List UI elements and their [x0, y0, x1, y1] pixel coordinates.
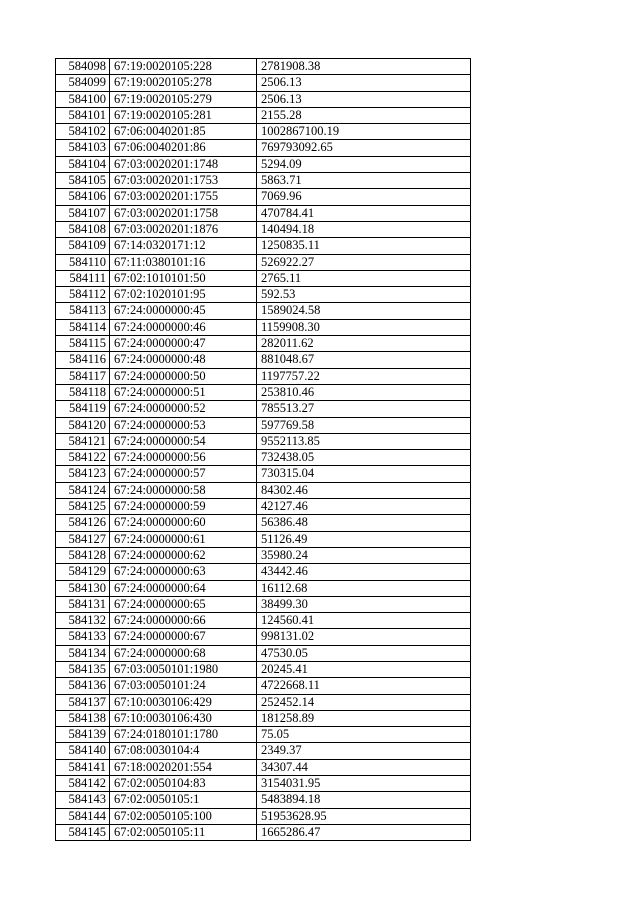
value-cell: 730315.04 [257, 466, 471, 482]
row-id-cell: 584140 [56, 743, 110, 759]
value-cell: 732438.05 [257, 450, 471, 466]
value-cell: 51126.49 [257, 531, 471, 547]
row-id-cell: 584098 [56, 59, 110, 75]
cadastral-code-cell: 67:03:0020201:1758 [110, 205, 257, 221]
table-row [56, 661, 471, 677]
value-cell: 2765.11 [257, 270, 471, 286]
table-row [56, 596, 471, 612]
cadastral-code-cell: 67:24:0000000:61 [110, 531, 257, 547]
row-id-cell: 584126 [56, 515, 110, 531]
row-id-cell: 584129 [56, 564, 110, 580]
table-row [56, 466, 471, 482]
table-row [56, 743, 471, 759]
row-id-cell: 584119 [56, 401, 110, 417]
value-cell: 1665286.47 [257, 824, 471, 840]
data-table [55, 58, 471, 841]
table-row [56, 776, 471, 792]
row-id-cell: 584102 [56, 124, 110, 140]
table-row [56, 433, 471, 449]
value-cell: 252452.14 [257, 694, 471, 710]
table-row [56, 531, 471, 547]
cadastral-code-cell: 67:24:0000000:59 [110, 499, 257, 515]
cadastral-code-cell: 67:24:0000000:58 [110, 482, 257, 498]
cadastral-code-cell: 67:24:0000000:57 [110, 466, 257, 482]
row-id-cell: 584132 [56, 613, 110, 629]
row-id-cell: 584116 [56, 352, 110, 368]
cadastral-code-cell: 67:24:0000000:68 [110, 645, 257, 661]
value-cell: 43442.46 [257, 564, 471, 580]
table-row [56, 564, 471, 580]
row-id-cell: 584113 [56, 303, 110, 319]
value-cell: 181258.89 [257, 710, 471, 726]
value-cell: 9552113.85 [257, 433, 471, 449]
row-id-cell: 584110 [56, 254, 110, 270]
table-row [56, 270, 471, 286]
table-row [56, 336, 471, 352]
row-id-cell: 584121 [56, 433, 110, 449]
row-id-cell: 584111 [56, 270, 110, 286]
row-id-cell: 584115 [56, 336, 110, 352]
table-row [56, 107, 471, 123]
row-id-cell: 584125 [56, 499, 110, 515]
table-row [56, 352, 471, 368]
value-cell: 2349.37 [257, 743, 471, 759]
value-cell: 47530.05 [257, 645, 471, 661]
value-cell: 5863.71 [257, 173, 471, 189]
row-id-cell: 584117 [56, 368, 110, 384]
value-cell: 124560.41 [257, 613, 471, 629]
cadastral-code-cell: 67:24:0000000:62 [110, 547, 257, 563]
table-row [56, 694, 471, 710]
value-cell: 253810.46 [257, 384, 471, 400]
row-id-cell: 584112 [56, 287, 110, 303]
table-row [56, 205, 471, 221]
row-id-cell: 584127 [56, 531, 110, 547]
value-cell: 75.05 [257, 727, 471, 743]
value-cell: 38499.30 [257, 596, 471, 612]
table-row [56, 678, 471, 694]
cadastral-code-cell: 67:02:1010101:50 [110, 270, 257, 286]
row-id-cell: 584142 [56, 776, 110, 792]
cadastral-code-cell: 67:19:0020105:281 [110, 107, 257, 123]
value-cell: 1002867100.19 [257, 124, 471, 140]
row-id-cell: 584143 [56, 792, 110, 808]
cadastral-code-cell: 67:02:0050105:100 [110, 808, 257, 824]
row-id-cell: 584107 [56, 205, 110, 221]
row-id-cell: 584134 [56, 645, 110, 661]
cadastral-code-cell: 67:02:0050104:83 [110, 776, 257, 792]
value-cell: 526922.27 [257, 254, 471, 270]
row-id-cell: 584099 [56, 75, 110, 91]
table-row [56, 368, 471, 384]
cadastral-code-cell: 67:03:0020201:1753 [110, 173, 257, 189]
row-id-cell: 584101 [56, 107, 110, 123]
cadastral-code-cell: 67:24:0000000:67 [110, 629, 257, 645]
table-row [56, 384, 471, 400]
value-cell: 769793092.65 [257, 140, 471, 156]
value-cell: 282011.62 [257, 336, 471, 352]
value-cell: 5294.09 [257, 156, 471, 172]
row-id-cell: 584133 [56, 629, 110, 645]
table-row [56, 91, 471, 107]
table-row [56, 287, 471, 303]
value-cell: 2506.13 [257, 91, 471, 107]
cadastral-code-cell: 67:24:0000000:53 [110, 417, 257, 433]
table-row [56, 792, 471, 808]
cadastral-code-cell: 67:19:0020105:278 [110, 75, 257, 91]
cadastral-code-cell: 67:24:0000000:46 [110, 319, 257, 335]
row-id-cell: 584135 [56, 661, 110, 677]
table-row [56, 629, 471, 645]
cadastral-code-cell: 67:03:0050101:24 [110, 678, 257, 694]
table-row [56, 759, 471, 775]
cadastral-code-cell: 67:19:0020105:279 [110, 91, 257, 107]
table-row [56, 824, 471, 840]
table-row [56, 808, 471, 824]
value-cell: 592.53 [257, 287, 471, 303]
value-cell: 1250835.11 [257, 238, 471, 254]
row-id-cell: 584118 [56, 384, 110, 400]
table-row [56, 710, 471, 726]
cadastral-code-cell: 67:02:0050105:11 [110, 824, 257, 840]
cadastral-code-cell: 67:02:1020101:95 [110, 287, 257, 303]
row-id-cell: 584114 [56, 319, 110, 335]
table-row [56, 238, 471, 254]
value-cell: 2781908.38 [257, 59, 471, 75]
table-row [56, 417, 471, 433]
value-cell: 881048.67 [257, 352, 471, 368]
value-cell: 998131.02 [257, 629, 471, 645]
cadastral-code-cell: 67:24:0000000:66 [110, 613, 257, 629]
row-id-cell: 584144 [56, 808, 110, 824]
row-id-cell: 584106 [56, 189, 110, 205]
table-row [56, 173, 471, 189]
value-cell: 2155.28 [257, 107, 471, 123]
table-body [56, 59, 471, 841]
table-row [56, 499, 471, 515]
table-row [56, 547, 471, 563]
value-cell: 2506.13 [257, 75, 471, 91]
cadastral-code-cell: 67:24:0000000:63 [110, 564, 257, 580]
value-cell: 785513.27 [257, 401, 471, 417]
value-cell: 56386.48 [257, 515, 471, 531]
cadastral-code-cell: 67:24:0000000:64 [110, 580, 257, 596]
row-id-cell: 584139 [56, 727, 110, 743]
table-row [56, 613, 471, 629]
cadastral-code-cell: 67:06:0040201:85 [110, 124, 257, 140]
table-row [56, 124, 471, 140]
cadastral-code-cell: 67:24:0000000:54 [110, 433, 257, 449]
cadastral-code-cell: 67:03:0020201:1755 [110, 189, 257, 205]
row-id-cell: 584100 [56, 91, 110, 107]
cadastral-code-cell: 67:10:0030106:430 [110, 710, 257, 726]
cadastral-code-cell: 67:02:0050105:1 [110, 792, 257, 808]
row-id-cell: 584109 [56, 238, 110, 254]
row-id-cell: 584128 [56, 547, 110, 563]
row-id-cell: 584141 [56, 759, 110, 775]
cadastral-code-cell: 67:24:0000000:56 [110, 450, 257, 466]
row-id-cell: 584137 [56, 694, 110, 710]
row-id-cell: 584122 [56, 450, 110, 466]
table-row [56, 450, 471, 466]
row-id-cell: 584138 [56, 710, 110, 726]
value-cell: 140494.18 [257, 221, 471, 237]
value-cell: 7069.96 [257, 189, 471, 205]
value-cell: 16112.68 [257, 580, 471, 596]
value-cell: 4722668.11 [257, 678, 471, 694]
table-row [56, 303, 471, 319]
value-cell: 84302.46 [257, 482, 471, 498]
table-row [56, 189, 471, 205]
cadastral-code-cell: 67:08:0030104:4 [110, 743, 257, 759]
cadastral-code-cell: 67:24:0000000:47 [110, 336, 257, 352]
cadastral-code-cell: 67:24:0180101:1780 [110, 727, 257, 743]
cadastral-code-cell: 67:10:0030106:429 [110, 694, 257, 710]
table-row [56, 59, 471, 75]
cadastral-code-cell: 67:03:0050101:1980 [110, 661, 257, 677]
row-id-cell: 584131 [56, 596, 110, 612]
value-cell: 1589024.58 [257, 303, 471, 319]
cadastral-code-cell: 67:24:0000000:48 [110, 352, 257, 368]
value-cell: 1159908.30 [257, 319, 471, 335]
cadastral-code-cell: 67:06:0040201:86 [110, 140, 257, 156]
value-cell: 35980.24 [257, 547, 471, 563]
table-row [56, 727, 471, 743]
value-cell: 42127.46 [257, 499, 471, 515]
row-id-cell: 584108 [56, 221, 110, 237]
row-id-cell: 584136 [56, 678, 110, 694]
value-cell: 597769.58 [257, 417, 471, 433]
cadastral-code-cell: 67:03:0020201:1876 [110, 221, 257, 237]
table-row [56, 140, 471, 156]
table-row [56, 75, 471, 91]
cadastral-code-cell: 67:14:0320171:12 [110, 238, 257, 254]
table-row [56, 580, 471, 596]
row-id-cell: 584120 [56, 417, 110, 433]
row-id-cell: 584105 [56, 173, 110, 189]
table-row [56, 645, 471, 661]
cadastral-code-cell: 67:24:0000000:60 [110, 515, 257, 531]
row-id-cell: 584124 [56, 482, 110, 498]
cadastral-code-cell: 67:24:0000000:52 [110, 401, 257, 417]
cadastral-code-cell: 67:19:0020105:228 [110, 59, 257, 75]
value-cell: 3154031.95 [257, 776, 471, 792]
cadastral-code-cell: 67:11:0380101:16 [110, 254, 257, 270]
table-row [56, 156, 471, 172]
table-row [56, 319, 471, 335]
value-cell: 5483894.18 [257, 792, 471, 808]
table-row [56, 221, 471, 237]
row-id-cell: 584103 [56, 140, 110, 156]
cadastral-code-cell: 67:18:0020201:554 [110, 759, 257, 775]
cadastral-code-cell: 67:24:0000000:65 [110, 596, 257, 612]
value-cell: 51953628.95 [257, 808, 471, 824]
value-cell: 20245.41 [257, 661, 471, 677]
cadastral-code-cell: 67:24:0000000:45 [110, 303, 257, 319]
value-cell: 1197757.22 [257, 368, 471, 384]
table-row [56, 401, 471, 417]
row-id-cell: 584145 [56, 824, 110, 840]
value-cell: 34307.44 [257, 759, 471, 775]
row-id-cell: 584130 [56, 580, 110, 596]
row-id-cell: 584123 [56, 466, 110, 482]
cadastral-code-cell: 67:24:0000000:50 [110, 368, 257, 384]
cadastral-code-cell: 67:03:0020201:1748 [110, 156, 257, 172]
table-row [56, 515, 471, 531]
table-row [56, 482, 471, 498]
value-cell: 470784.41 [257, 205, 471, 221]
cadastral-code-cell: 67:24:0000000:51 [110, 384, 257, 400]
row-id-cell: 584104 [56, 156, 110, 172]
table-row [56, 254, 471, 270]
